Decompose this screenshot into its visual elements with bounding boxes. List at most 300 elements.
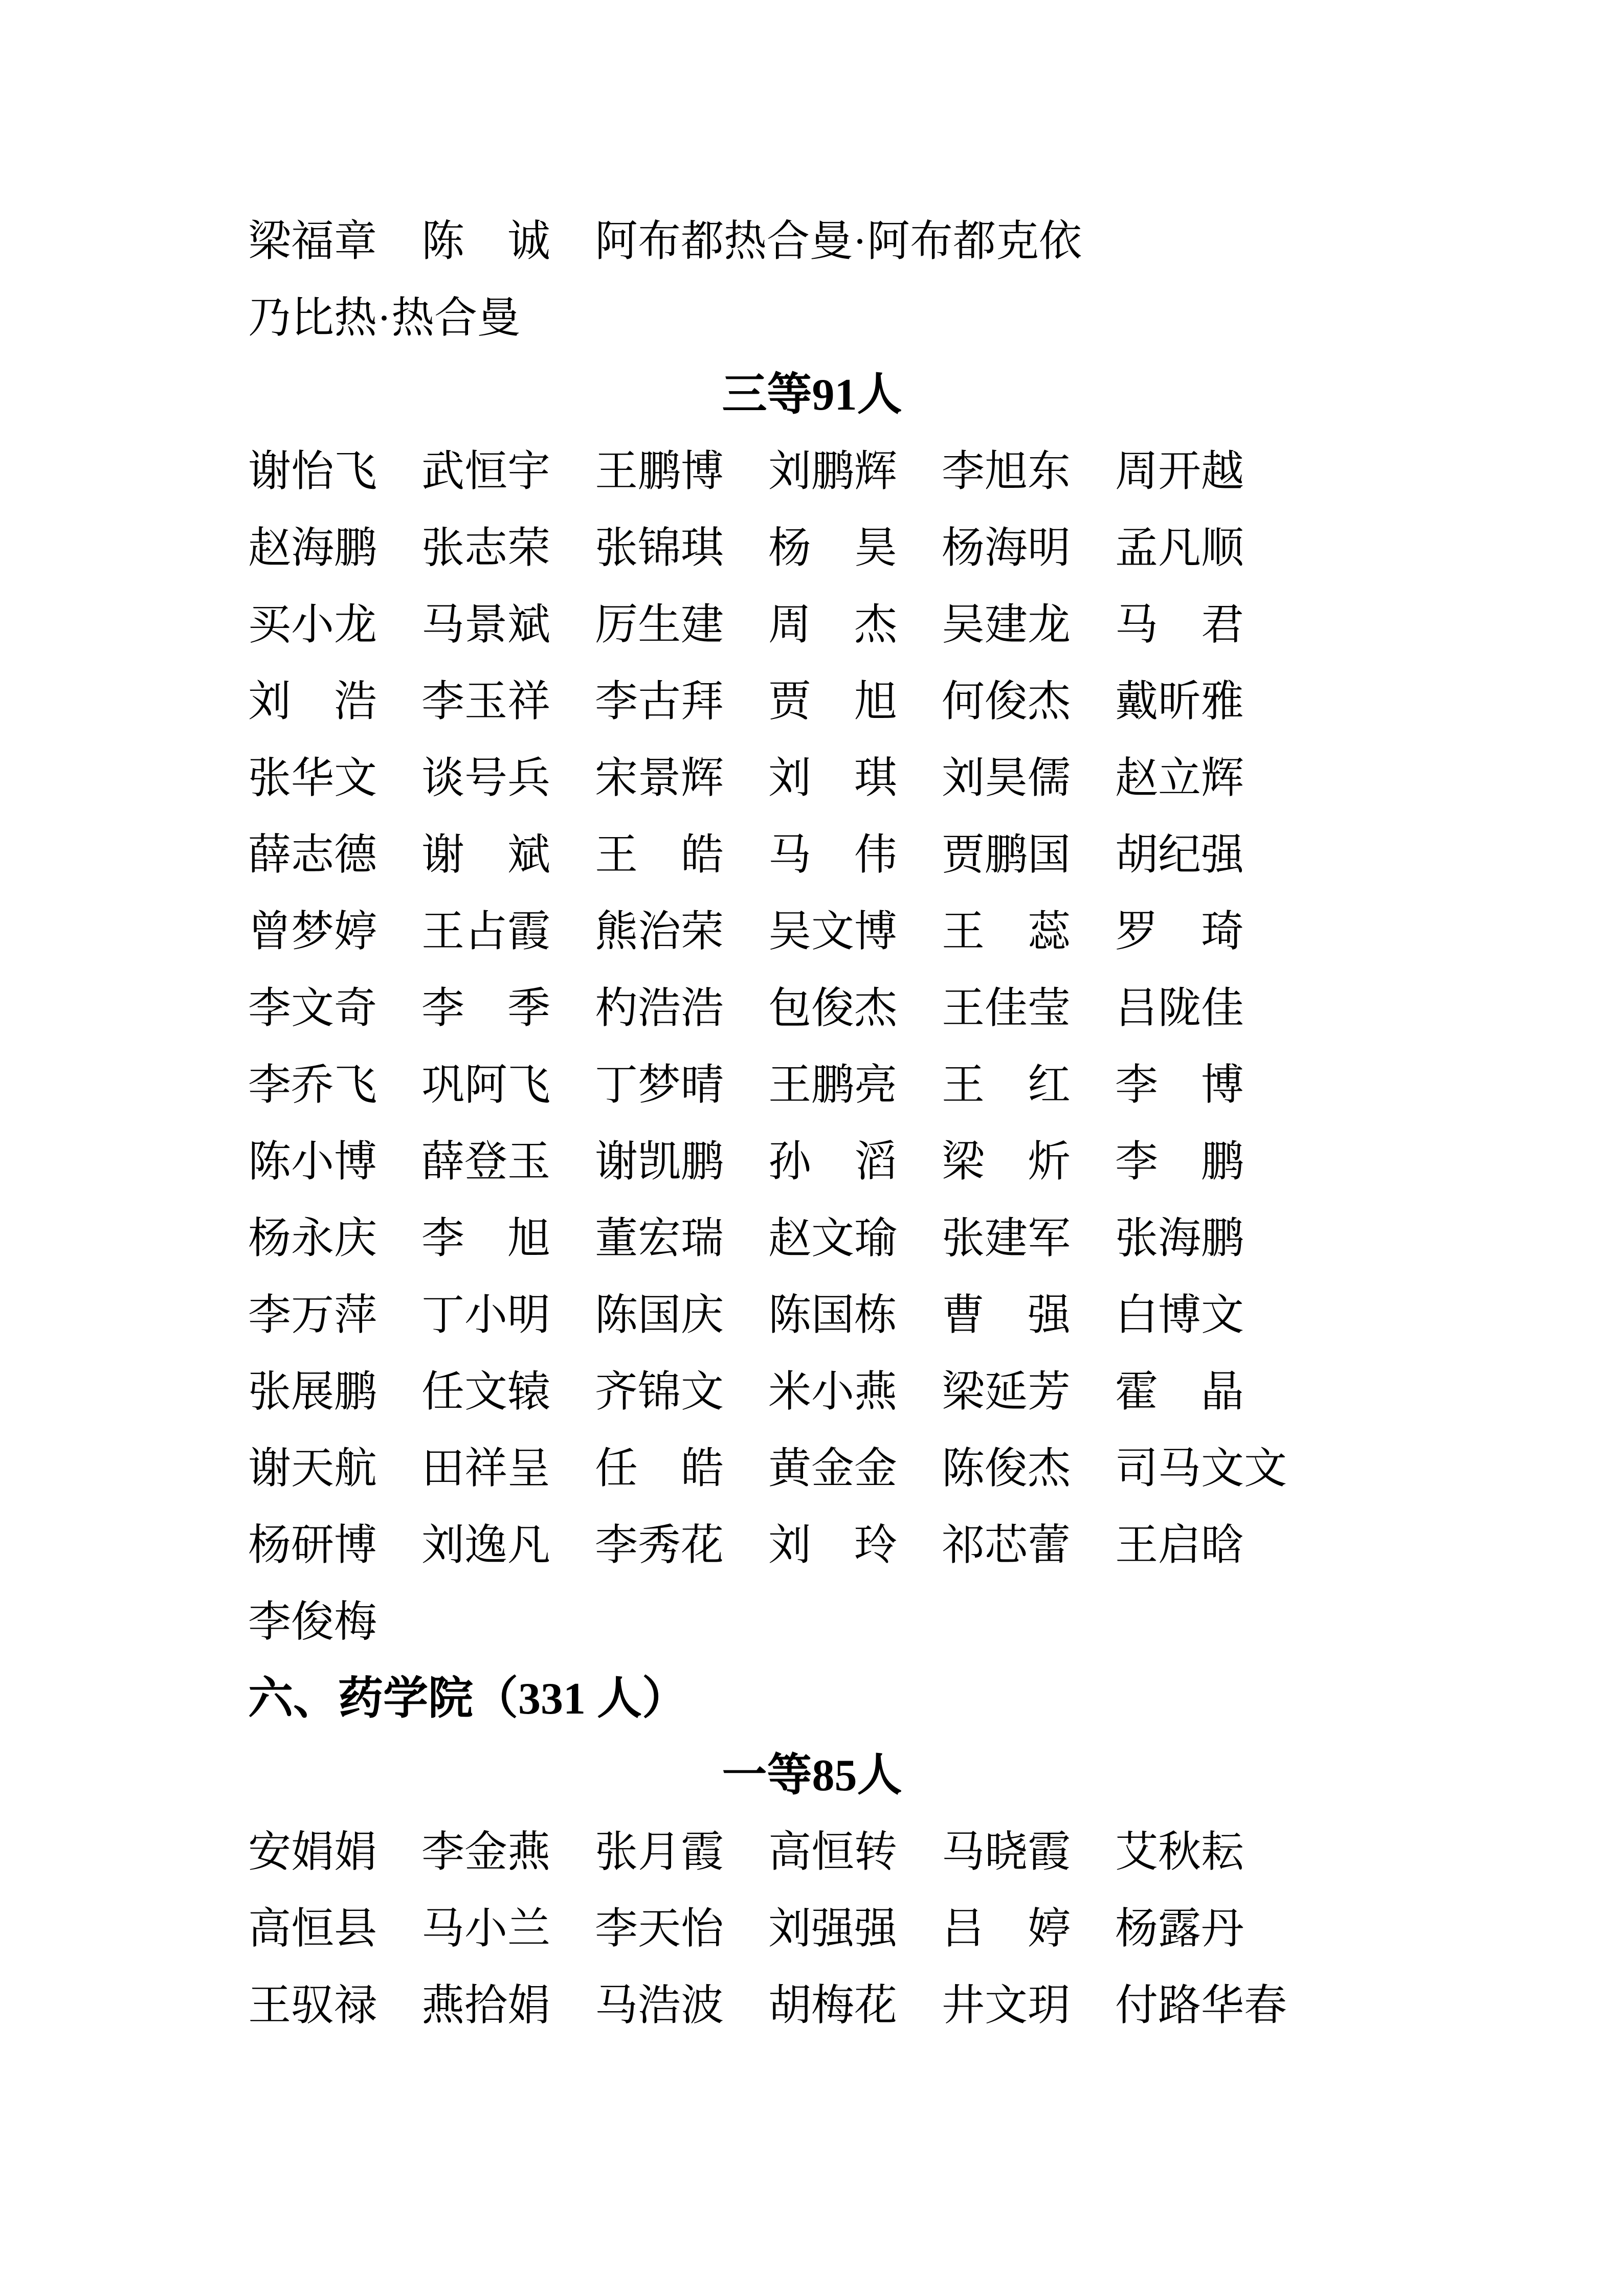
name-cell [1115, 1524, 1288, 1567]
name-cell [942, 1294, 1115, 1337]
person-name: 王鹏博 [595, 448, 724, 496]
name-row [248, 1124, 1624, 1201]
person-name [595, 1445, 724, 1493]
person-name: 张月霞 [595, 1829, 724, 1876]
name-row [248, 280, 1624, 357]
name-cell [768, 527, 942, 570]
name-cell [595, 1368, 768, 1416]
name-char: 琪 [854, 755, 897, 802]
person-name [768, 831, 897, 879]
person-name: 陈小博 [248, 1138, 377, 1186]
person-name [421, 1215, 550, 1263]
person-name [768, 527, 897, 570]
name-row [248, 740, 1624, 817]
person-name: 周开越 [1115, 448, 1244, 496]
name-cell [421, 1138, 595, 1186]
person-name: 胡纪强 [1115, 831, 1244, 879]
name-cell [595, 757, 768, 800]
name-cell [768, 1905, 942, 1953]
name-cell [248, 987, 421, 1030]
grade3-heading: 三等91人 [722, 370, 902, 420]
name-cell [248, 220, 421, 263]
name-cell [1115, 1445, 1288, 1493]
name-row [248, 817, 1624, 894]
person-name: 李乔飞 [248, 1062, 377, 1109]
name-cell [768, 678, 942, 726]
person-name [942, 908, 1071, 956]
name-cell [942, 1368, 1115, 1416]
name-cell [942, 448, 1115, 496]
name-char: 炘 [1027, 1138, 1071, 1186]
name-char: 玲 [854, 1522, 897, 1569]
name-char: 罗 [1115, 908, 1159, 956]
person-name: 吴建龙 [942, 601, 1071, 649]
name-row [248, 204, 1624, 280]
name-cell [248, 1831, 421, 1874]
name-cell [421, 448, 595, 496]
person-name: 谈号兵 [421, 755, 551, 802]
person-name: 齐锦文 [595, 1368, 724, 1416]
name-cell [1115, 831, 1288, 879]
name-row [248, 1201, 1624, 1277]
name-row [248, 1814, 1624, 1891]
person-name: 王驭禄 [248, 1982, 377, 2030]
name-cell [595, 527, 768, 570]
name-char: 蕊 [1027, 908, 1071, 956]
person-name: 刘逸凡 [421, 1522, 551, 1569]
person-name: 王占霞 [421, 908, 551, 956]
name-char: 浩 [333, 678, 377, 726]
name-cell [942, 1905, 1115, 1953]
name-char: 陈 [421, 218, 465, 265]
person-name: 李金燕 [421, 1829, 551, 1876]
name-cell [768, 757, 942, 800]
name-cell [248, 1064, 421, 1107]
person-name: 谢凯鹏 [595, 1138, 724, 1186]
person-name: 吕陇佳 [1115, 985, 1244, 1032]
name-cell [942, 1831, 1115, 1874]
name-char: 皓 [680, 831, 724, 879]
person-name: 燕拾娟 [421, 1982, 551, 2030]
name-char: 梁 [942, 1138, 985, 1186]
name-row [248, 1507, 1624, 1584]
name-cell [942, 1524, 1115, 1567]
name-cell [421, 678, 595, 726]
person-name: 丁小明 [421, 1292, 551, 1339]
person-name: 谢怡飞 [248, 448, 377, 496]
person-name: 杨海明 [942, 525, 1071, 572]
person-name: 王鹏亮 [768, 1062, 898, 1109]
name-cell [1115, 448, 1288, 496]
name-char: 贾 [768, 678, 812, 726]
name-cell [768, 1294, 942, 1337]
person-name [1115, 601, 1244, 649]
name-cell [248, 757, 421, 800]
name-cell [421, 1294, 595, 1337]
name-cell [248, 1601, 421, 1644]
person-name [1115, 1138, 1244, 1186]
name-cell [248, 1368, 421, 1416]
name-char: 旭 [854, 678, 897, 726]
grade1-heading: 一等85人 [722, 1751, 902, 1800]
name-cell [595, 448, 768, 496]
name-row [248, 434, 1624, 510]
name-row [248, 1968, 1624, 2044]
name-cell [421, 831, 595, 879]
name-cell [421, 908, 595, 956]
person-name: 孟凡顺 [1115, 525, 1244, 572]
person-name: 赵立辉 [1115, 755, 1244, 802]
name-cell [248, 1215, 421, 1263]
name-cell [1115, 987, 1288, 1030]
name-char: 王 [595, 831, 638, 879]
name-char: 霍 [1115, 1368, 1159, 1416]
name-char: 杨 [768, 525, 812, 572]
person-name [1115, 908, 1244, 956]
name-row [248, 1891, 1624, 1968]
person-name: 张锦琪 [595, 525, 724, 572]
name-row [248, 510, 1624, 587]
person-name [768, 1138, 897, 1186]
name-cell [768, 1368, 942, 1416]
person-name: 谢天航 [248, 1445, 377, 1493]
grade3-name-rows [0, 434, 1624, 1661]
name-cell [421, 1064, 595, 1107]
person-name [421, 987, 550, 1030]
person-name: 阿布都热合曼·阿布都克依 [595, 218, 1082, 265]
person-name: 赵海鹏 [248, 525, 377, 572]
name-cell [421, 1831, 595, 1874]
person-name: 祁芯蕾 [942, 1522, 1071, 1569]
name-cell [248, 1294, 421, 1337]
name-cell [421, 757, 595, 800]
name-cell [768, 1982, 942, 2030]
person-name: 曾梦婷 [248, 908, 377, 956]
person-name: 高恒县 [248, 1905, 377, 1953]
name-cell [248, 527, 421, 570]
person-name: 张展鹏 [248, 1368, 377, 1416]
name-cell [942, 601, 1115, 649]
name-char: 伟 [854, 831, 897, 879]
name-row [248, 1354, 1624, 1431]
name-cell [942, 1064, 1115, 1107]
person-name: 武恒宇 [421, 448, 551, 496]
person-name: 何俊杰 [942, 678, 1071, 726]
person-name: 陈国栋 [768, 1292, 898, 1339]
person-name: 赵文瑜 [768, 1215, 898, 1263]
person-name: 王启晗 [1115, 1522, 1244, 1569]
person-name: 张志荣 [421, 525, 551, 572]
person-name: 司马文文 [1115, 1445, 1287, 1493]
person-name: 李万萍 [248, 1292, 377, 1339]
name-cell [1115, 908, 1288, 956]
name-cell [248, 831, 421, 879]
name-cell [595, 678, 768, 726]
person-name: 安娟娟 [248, 1829, 377, 1876]
name-cell [421, 527, 595, 570]
name-cell [421, 1982, 595, 2030]
name-char: 季 [507, 985, 550, 1032]
name-cell [1115, 757, 1288, 800]
name-char: 李 [1115, 1062, 1159, 1109]
name-cell [768, 1138, 942, 1186]
name-char: 任 [595, 1445, 638, 1493]
name-cell [1115, 1138, 1288, 1186]
section-heading-pharmacy: 六、药学院（331 人） [248, 1674, 687, 1724]
person-name: 刘鹏辉 [768, 448, 898, 496]
person-name: 买小龙 [248, 601, 377, 649]
name-cell [595, 601, 768, 649]
name-cell [421, 1368, 595, 1416]
name-cell [248, 678, 421, 726]
person-name [1115, 1064, 1244, 1107]
name-cell [768, 987, 942, 1030]
name-cell [942, 1138, 1115, 1186]
name-char: 红 [1027, 1062, 1071, 1109]
person-name: 乃比热·热合曼 [248, 295, 520, 342]
name-cell [421, 1905, 595, 1953]
name-char: 周 [768, 601, 812, 649]
name-cell [595, 908, 768, 956]
name-cell [595, 1138, 768, 1186]
name-cell [595, 1524, 768, 1567]
person-name [942, 1064, 1071, 1107]
person-name: 付路华春 [1115, 1982, 1287, 2030]
name-cell [1115, 1831, 1288, 1874]
name-char: 李 [421, 1215, 465, 1263]
name-cell [421, 1524, 595, 1567]
name-cell [595, 218, 1082, 265]
person-name: 梁延芳 [942, 1368, 1071, 1416]
person-name: 陈俊杰 [942, 1445, 1071, 1493]
name-cell [1115, 1982, 1288, 2030]
person-name: 黄金金 [768, 1445, 898, 1493]
person-name: 李文奇 [248, 985, 377, 1032]
name-cell [248, 601, 421, 649]
person-name: 贾鹏国 [942, 831, 1071, 879]
person-name: 米小燕 [768, 1368, 898, 1416]
name-cell [595, 1215, 768, 1263]
name-row [248, 1431, 1624, 1507]
name-char: 李 [421, 985, 465, 1032]
name-char: 君 [1200, 601, 1244, 649]
person-name: 包俊杰 [768, 985, 898, 1032]
person-name [942, 1294, 1071, 1337]
name-cell [1115, 1905, 1288, 1953]
name-char: 皓 [680, 1445, 724, 1493]
name-char: 斌 [507, 831, 550, 879]
person-name: 张海鹏 [1115, 1215, 1244, 1263]
name-char: 刘 [768, 755, 812, 802]
name-cell [1115, 527, 1288, 570]
name-cell [942, 831, 1115, 879]
name-cell [1115, 1294, 1288, 1337]
name-cell [248, 1905, 421, 1953]
name-cell [768, 831, 942, 879]
person-name: 李玉祥 [421, 678, 551, 726]
name-cell [1115, 678, 1288, 726]
person-name: 宋景辉 [595, 755, 724, 802]
person-name: 胡梅花 [768, 1982, 898, 2030]
person-name: 李俊梅 [248, 1599, 377, 1646]
name-char: 博 [1200, 1062, 1244, 1109]
name-cell [768, 448, 942, 496]
name-char: 孙 [768, 1138, 812, 1186]
person-name [768, 1524, 897, 1567]
name-cell [768, 1445, 942, 1493]
person-name: 巩阿飞 [421, 1062, 551, 1109]
name-char: 杰 [854, 601, 897, 649]
name-row [248, 587, 1624, 664]
name-row [248, 1277, 1624, 1354]
person-name: 熊治荣 [595, 908, 724, 956]
name-cell [248, 1445, 421, 1493]
person-name [248, 678, 377, 726]
person-name: 艾秋耘 [1115, 1829, 1244, 1876]
person-name: 任文辕 [421, 1368, 551, 1416]
person-name: 张建军 [942, 1215, 1071, 1263]
name-cell [942, 1215, 1115, 1263]
name-char: 王 [942, 908, 985, 956]
name-cell [768, 1215, 942, 1263]
name-cell [595, 1905, 768, 1953]
person-name: 刘强强 [768, 1905, 898, 1953]
name-cell [942, 908, 1115, 956]
name-char: 李 [1115, 1138, 1159, 1186]
person-name: 杨露丹 [1115, 1905, 1244, 1953]
name-cell [421, 601, 595, 649]
name-cell [595, 1831, 768, 1874]
name-char: 强 [1027, 1292, 1071, 1339]
person-name: 高恒转 [768, 1829, 898, 1876]
name-char: 诚 [507, 218, 550, 265]
name-cell [595, 987, 768, 1030]
name-char: 马 [1115, 601, 1159, 649]
name-cell [1115, 1064, 1288, 1107]
name-cell [942, 1445, 1115, 1493]
person-name: 马浩波 [595, 1982, 724, 2030]
name-cell [421, 987, 595, 1030]
name-cell [248, 1982, 421, 2030]
name-char: 鹏 [1200, 1138, 1244, 1186]
name-row [248, 1047, 1624, 1124]
name-cell [768, 1524, 942, 1567]
person-name: 田祥呈 [421, 1445, 551, 1493]
name-cell [1115, 1368, 1288, 1416]
name-row [248, 894, 1624, 971]
name-cell [595, 1294, 768, 1337]
name-cell [248, 295, 520, 342]
name-cell [248, 1524, 421, 1567]
name-cell [768, 1064, 942, 1107]
person-name [768, 678, 897, 726]
name-char: 旭 [507, 1215, 550, 1263]
person-name: 刘昊儒 [942, 755, 1071, 802]
person-name [421, 220, 550, 263]
name-cell [595, 1064, 768, 1107]
name-cell [942, 1982, 1115, 2030]
name-cell [248, 908, 421, 956]
person-name: 李秀花 [595, 1522, 724, 1569]
name-cell [248, 1138, 421, 1186]
name-char: 王 [942, 1062, 985, 1109]
name-cell [595, 1982, 768, 2030]
name-char: 滔 [854, 1138, 897, 1186]
name-cell [248, 448, 421, 496]
person-name: 戴昕雅 [1115, 678, 1244, 726]
name-cell [768, 601, 942, 649]
name-cell [1115, 601, 1288, 649]
name-cell [942, 678, 1115, 726]
person-name: 王佳莹 [942, 985, 1071, 1032]
name-char: 刘 [768, 1522, 812, 1569]
person-name: 杨研博 [248, 1522, 377, 1569]
person-name: 薛志德 [248, 831, 377, 879]
name-row [248, 971, 1624, 1047]
person-name: 李天怡 [595, 1905, 724, 1953]
person-name [942, 1138, 1071, 1186]
name-char: 晶 [1200, 1368, 1244, 1416]
name-char: 马 [768, 831, 812, 879]
person-name: 杨永庆 [248, 1215, 377, 1263]
person-name [595, 831, 724, 879]
person-name: 李旭东 [942, 448, 1071, 496]
person-name [768, 601, 897, 649]
person-name: 薛登玉 [421, 1138, 551, 1186]
name-cell [768, 908, 942, 956]
name-char: 曹 [942, 1292, 985, 1339]
name-char: 琦 [1200, 908, 1244, 956]
person-name: 张华文 [248, 755, 377, 802]
person-name [768, 757, 897, 800]
name-char: 婷 [1027, 1905, 1071, 1953]
name-cell [942, 757, 1115, 800]
person-name: 厉生建 [595, 601, 724, 649]
name-cell [421, 1215, 595, 1263]
person-name: 马景斌 [421, 601, 551, 649]
name-cell [595, 1445, 768, 1493]
person-name: 吴文博 [768, 908, 898, 956]
grade1-name-rows [0, 1814, 1624, 2044]
person-name [1115, 1368, 1244, 1416]
name-cell [595, 831, 768, 879]
person-name: 董宏瑞 [595, 1215, 724, 1263]
person-name: 李古拜 [595, 678, 724, 726]
name-char: 昊 [854, 525, 897, 572]
person-name [421, 831, 550, 879]
name-row [248, 1584, 1624, 1661]
name-row [248, 664, 1624, 740]
person-name: 白博文 [1115, 1292, 1244, 1339]
person-name: 丁梦晴 [595, 1062, 724, 1109]
person-name: 井文玥 [942, 1982, 1071, 2030]
name-cell [421, 1445, 595, 1493]
name-char: 谢 [421, 831, 465, 879]
name-char: 吕 [942, 1905, 985, 1953]
name-char: 刘 [248, 678, 292, 726]
name-cell [768, 1831, 942, 1874]
person-name: 马晓霞 [942, 1829, 1071, 1876]
name-cell [942, 987, 1115, 1030]
name-cell [421, 220, 595, 263]
person-name [942, 1905, 1071, 1953]
person-name: 马小兰 [421, 1905, 551, 1953]
name-cell [942, 527, 1115, 570]
person-name: 梁福章 [248, 218, 377, 265]
carryover-name-rows [0, 204, 1624, 357]
name-cell [1115, 1215, 1288, 1263]
person-name: 陈国庆 [595, 1292, 724, 1339]
